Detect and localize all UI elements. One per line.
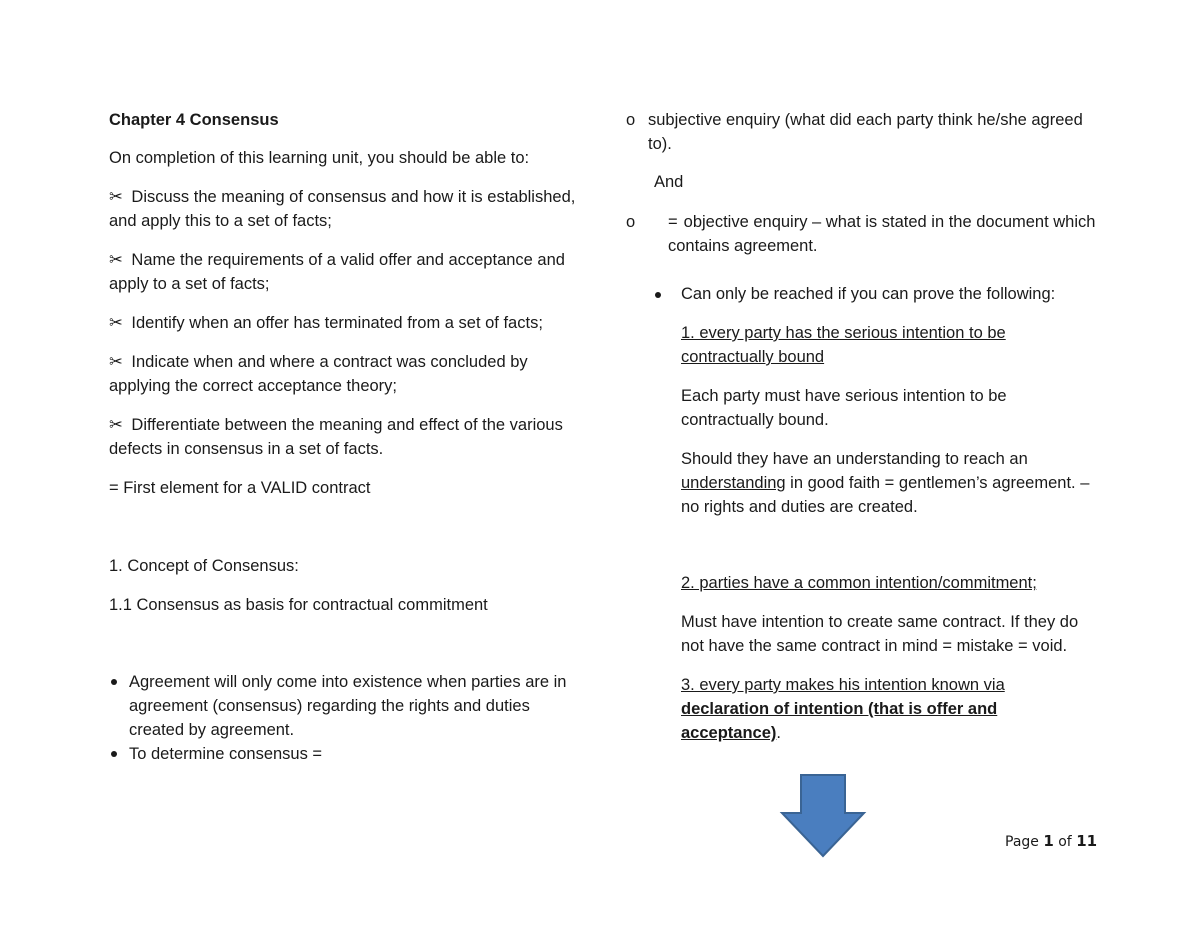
underlined-span: 3. every party makes his intention known via bbox=[681, 676, 1005, 694]
and-text: And bbox=[654, 173, 684, 191]
chapter-title: Chapter 4 Consensus bbox=[109, 111, 279, 129]
objective-item bbox=[626, 210, 1096, 258]
reach-text: Can only be reached if you can prove the following: bbox=[681, 282, 1096, 306]
requirements-block bbox=[681, 282, 1096, 745]
right-column bbox=[626, 108, 1096, 760]
objective-item bbox=[109, 311, 579, 335]
objective-text: Identify when an offer has terminated from a set of facts; bbox=[126, 314, 543, 332]
subjective-text: subjective enquiry (what did each party think he/she agreed to). bbox=[648, 111, 1083, 153]
circle-bullet-icon: o bbox=[626, 213, 636, 231]
objective-text: Differentiate between the meaning and effect of the various defects in consensus in a set of facts. bbox=[109, 416, 563, 458]
objective-text: Name the requirements of a valid offer and acceptance and apply to a set of facts; bbox=[109, 251, 565, 293]
scissors-icon: ✂ bbox=[109, 314, 123, 332]
objective-item bbox=[109, 413, 579, 461]
of-label: of bbox=[1053, 834, 1077, 850]
page-number: 1 bbox=[1043, 832, 1054, 850]
requirement-3-heading bbox=[681, 673, 1096, 745]
list-item: To determine consensus = bbox=[109, 742, 579, 766]
text-span: . bbox=[776, 724, 781, 742]
scissors-icon: ✂ bbox=[109, 416, 123, 434]
scissors-icon: ✂ bbox=[109, 188, 123, 206]
objectives-list bbox=[109, 185, 579, 461]
objective-text: Indicate when and where a contract was concluded by applying the correct acceptance theory; bbox=[109, 353, 528, 395]
subheading: 1.1 Consensus as basis for contractual commitment bbox=[109, 596, 488, 614]
objective-text: Discuss the meaning of consensus and how it is established, and apply this to a set of facts; bbox=[109, 188, 576, 230]
page-label: Page bbox=[1005, 834, 1044, 850]
subjective-item bbox=[626, 108, 1096, 156]
bullet-list bbox=[109, 670, 579, 766]
bold-underlined-span: declaration of intention (that is offer and acceptance) bbox=[681, 700, 998, 742]
requirement-1-heading: 1. every party has the serious intention to be contractually bound bbox=[681, 324, 1006, 366]
text-span: in good faith = gentlemen’s agreement. – no rights and duties are created. bbox=[681, 474, 1090, 516]
down-arrow-icon bbox=[778, 773, 868, 859]
requirement-1-text-2 bbox=[681, 447, 1096, 519]
intro-text: On completion of this learning unit, you should be able to: bbox=[109, 149, 530, 167]
scissors-icon: ✂ bbox=[109, 251, 123, 269]
objective-item bbox=[109, 350, 579, 398]
left-column bbox=[109, 108, 579, 766]
requirement-1-text: Each party must have serious intention to be contractually bound. bbox=[681, 387, 1007, 429]
text-span: Should they have an understanding to reach an bbox=[681, 450, 1028, 468]
requirement-2-heading: 2. parties have a common intention/commitment; bbox=[681, 574, 1037, 592]
concept-heading: 1. Concept of Consensus: bbox=[109, 557, 299, 575]
list-item: Agreement will only come into existence when parties are in agreement (consensus) regarding the rights and duties created by agreement. bbox=[109, 670, 579, 742]
first-element-text: = First element for a VALID contract bbox=[109, 479, 371, 497]
underlined-span: understanding bbox=[681, 474, 786, 492]
page-footer bbox=[1005, 832, 1097, 850]
circle-bullet-icon: o bbox=[626, 111, 636, 129]
equals-sign: = bbox=[668, 213, 678, 231]
scissors-icon: ✂ bbox=[109, 353, 123, 371]
objective-text: objective enquiry – what is stated in the document which contains agreement. bbox=[668, 213, 1096, 255]
objective-item bbox=[109, 185, 579, 233]
page-total: 11 bbox=[1076, 832, 1098, 850]
requirement-2-text: Must have intention to create same contract. If they do not have the same contract in mind = mistake = void. bbox=[681, 613, 1079, 655]
objective-item bbox=[109, 248, 579, 296]
